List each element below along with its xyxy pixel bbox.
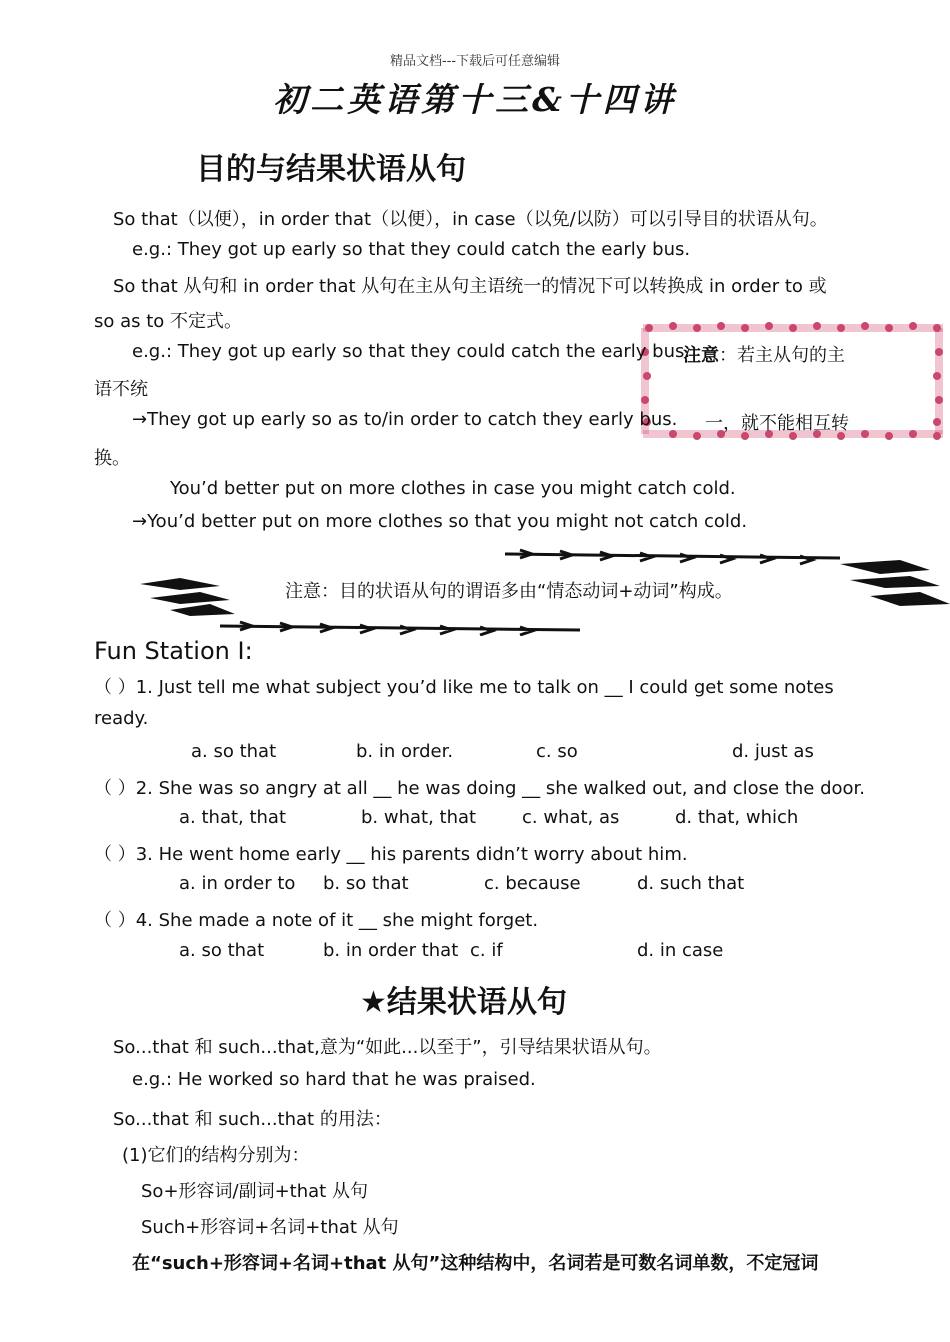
question-4: （ ）4. She made a note of it __ she might forget. — [94, 910, 539, 931]
question-1: （ ）1. Just tell me what subject you’d like me to talk on __ I could get some notes — [94, 677, 834, 698]
q3-option-c: c. because — [484, 873, 581, 894]
q1-option-c: c. so — [536, 741, 578, 762]
question-1-continuation: ready. — [94, 708, 149, 729]
section2-intro: So...that 和 such...that,意为“如此...以至于”，引导结果状语从句。 — [113, 1037, 662, 1058]
conversion-arrow-1: →They got up early so as to/in order to catch they early bus. — [132, 409, 678, 430]
q1-option-a: a. so that — [191, 741, 277, 762]
question-2: （ ）2. She was so angry at all __ he was doing __ she walked out, and close the door. — [94, 778, 866, 799]
q4-option-c: c. if — [470, 940, 503, 961]
q3-option-d: d. such that — [637, 873, 745, 894]
example-2-continuation: 语不统 — [94, 379, 148, 400]
conversion-arrow-2: →You’d better put on more clothes so that you might not catch cold. — [132, 511, 748, 532]
side-note-label: 注意 — [683, 345, 719, 366]
question-3: （ ）3. He went home early __ his parents didn’t worry about him. — [94, 844, 688, 865]
q4-option-a: a. so that — [179, 940, 265, 961]
section2-heading: ★结果状语从句 — [360, 985, 567, 1020]
structure-such: Such+形容词+名词+that 从句 — [141, 1217, 399, 1238]
convert-rule-line1: So that 从句和 in order that 从句在主从句主语统一的情况下可以转换成 in order to 或 — [113, 276, 827, 297]
q4-option-b: b. in order that — [323, 940, 459, 961]
q3-option-b: b. so that — [323, 873, 409, 894]
convert-rule-line2: so as to 不定式。 — [94, 311, 243, 332]
q1-option-d: d. just as — [732, 741, 814, 762]
bold-note: 在“such+形容词+名词+that 从句”这种结构中，名词若是可数名词单数，不定冠词 — [132, 1253, 819, 1274]
page-title: 初二英语第十三&十四讲 — [273, 80, 677, 119]
example-3: You’d better put on more clothes in case you might catch cold. — [170, 478, 736, 499]
section1-heading: 目的与结果状语从句 — [196, 152, 466, 187]
structure-so: So+形容词/副词+that 从句 — [141, 1181, 368, 1202]
q2-option-b: b. what, that — [361, 807, 477, 828]
fun-station-title: Fun Station Ⅰ: — [94, 637, 253, 665]
q2-option-a: a. that, that — [179, 807, 287, 828]
conversion-arrow-1-continuation: 换。 — [94, 448, 130, 469]
side-note-line2: 一，就不能相互转 — [705, 413, 849, 434]
side-note-text1: ：若主从句的主 — [719, 345, 845, 366]
example-2: e.g.: They got up early so that they could catch the early bus. — [132, 341, 691, 362]
side-note-line1 — [683, 341, 845, 367]
q3-option-a: a. in order to — [179, 873, 296, 894]
section1-intro: So that（以便），in order that（以便），in case（以免/以防）可以引导目的状语从句。 — [113, 209, 828, 230]
page-header: 精品文档---下载后可任意编辑 — [389, 54, 561, 69]
structure-heading: (1)它们的结构分别为： — [122, 1145, 310, 1166]
q4-option-d: d. in case — [637, 940, 724, 961]
section2-example: e.g.: He worked so hard that he was praised. — [132, 1069, 536, 1090]
banner-note: 注意：目的状语从句的谓语多由“情态动词+动词”构成。 — [285, 581, 733, 602]
q1-option-b: b. in order. — [356, 741, 454, 762]
q2-option-c: c. what, as — [522, 807, 620, 828]
q2-option-d: d. that, which — [675, 807, 799, 828]
usage-heading: So...that 和 such...that 的用法： — [113, 1109, 392, 1130]
example-1: e.g.: They got up early so that they could catch the early bus. — [132, 239, 691, 260]
